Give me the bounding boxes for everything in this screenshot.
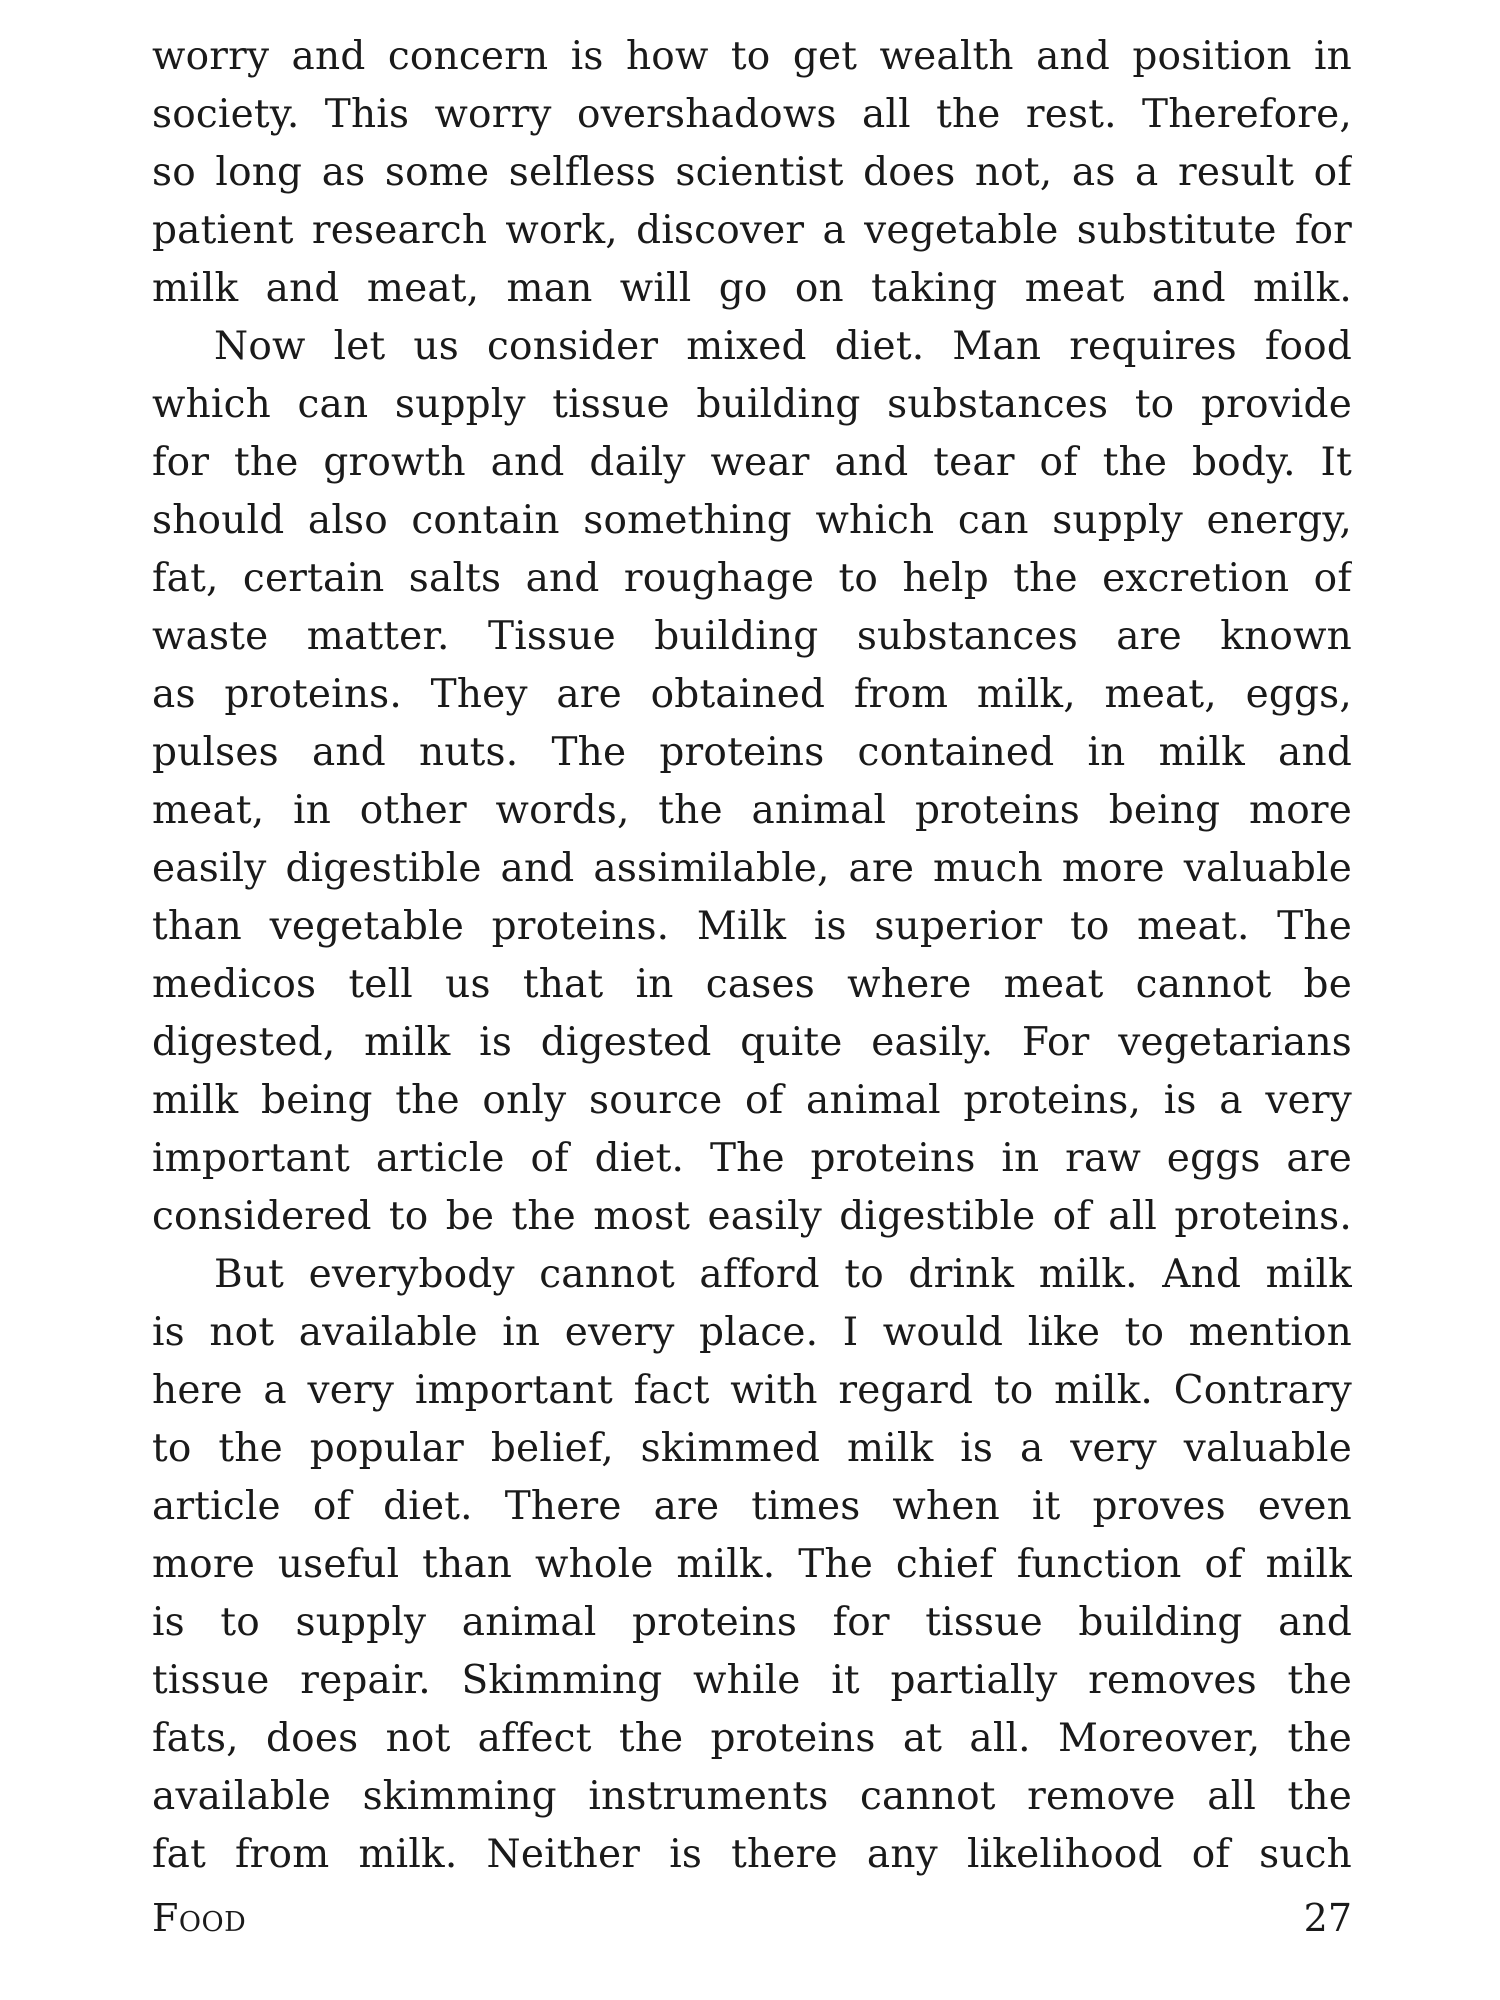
text-line: to the popular belief, skimmed milk is a very valuable bbox=[152, 1426, 1352, 1471]
text-line: digested, milk is digested quite easily. For vegetarians bbox=[152, 1020, 1352, 1065]
text-line: important article of diet. The proteins in raw eggs are bbox=[152, 1136, 1352, 1181]
text-line: worry and concern is how to get wealth and position in bbox=[152, 34, 1352, 79]
text-line: article of diet. There are times when it proves even bbox=[152, 1484, 1352, 1529]
page-number: 27 bbox=[1303, 1896, 1352, 1940]
text-line: milk being the only source of animal proteins, is a very bbox=[152, 1078, 1352, 1123]
text-line: so long as some selfless scientist does not, as a result of bbox=[152, 150, 1352, 195]
text-line: as proteins. They are obtained from milk, meat, eggs, bbox=[152, 672, 1352, 717]
text-line: fat from milk. Neither is there any likelihood of such bbox=[152, 1832, 1352, 1877]
text-line: available skimming instruments cannot remove all the bbox=[152, 1774, 1352, 1819]
text-line: which can supply tissue building substances to provide bbox=[152, 382, 1352, 427]
text-line: pulses and nuts. The proteins contained in milk and bbox=[152, 730, 1352, 775]
text-line: waste matter. Tissue building substances are known bbox=[152, 614, 1352, 659]
body-text bbox=[152, 28, 1352, 1884]
text-line: should also contain something which can supply energy, bbox=[152, 498, 1352, 543]
page-footer bbox=[152, 1888, 1352, 1948]
text-line: here a very important fact with regard to milk. Contrary bbox=[152, 1368, 1352, 1413]
text-line: is to supply animal proteins for tissue building and bbox=[152, 1600, 1352, 1645]
text-line: society. This worry overshadows all the rest. Therefore, bbox=[152, 92, 1352, 137]
paragraph bbox=[152, 28, 1352, 318]
text-line: considered to be the most easily digestible of all proteins. bbox=[152, 1194, 1352, 1239]
text-line: milk and meat, man will go on taking meat and milk. bbox=[152, 266, 1352, 311]
text-line: more useful than whole milk. The chief function of milk bbox=[152, 1542, 1352, 1587]
text-line: Now let us consider mixed diet. Man requires food bbox=[214, 324, 1352, 369]
text-line: But everybody cannot afford to drink milk. And milk bbox=[214, 1252, 1352, 1297]
paragraph bbox=[152, 318, 1352, 1246]
text-line: fats, does not affect the proteins at all. Moreover, the bbox=[152, 1716, 1352, 1761]
text-line: fat, certain salts and roughage to help the excretion of bbox=[152, 556, 1352, 601]
text-line: medicos tell us that in cases where meat cannot be bbox=[152, 962, 1352, 1007]
text-line: is not available in every place. I would like to mention bbox=[152, 1310, 1352, 1355]
text-line: meat, in other words, the animal proteins being more bbox=[152, 788, 1352, 833]
text-line: tissue repair. Skimming while it partially removes the bbox=[152, 1658, 1352, 1703]
text-line: patient research work, discover a vegetable substitute for bbox=[152, 208, 1352, 253]
text-line: than vegetable proteins. Milk is superior to meat. The bbox=[152, 904, 1352, 949]
book-page bbox=[152, 28, 1352, 1968]
paragraph bbox=[152, 1246, 1352, 1884]
text-line: easily digestible and assimilable, are much more valuable bbox=[152, 846, 1352, 891]
running-footer-title: Food bbox=[152, 1896, 247, 1940]
text-line: for the growth and daily wear and tear of the body. It bbox=[152, 440, 1352, 485]
